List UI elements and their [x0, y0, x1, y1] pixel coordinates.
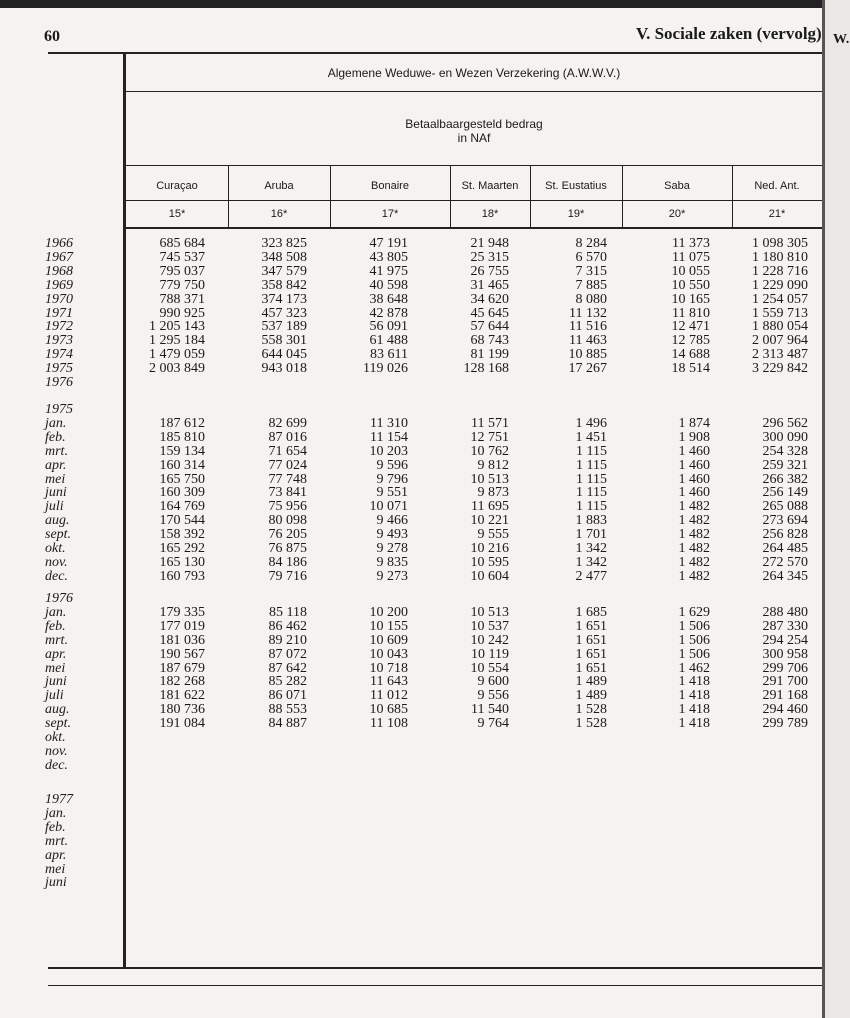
table-cell: 745 537: [159, 249, 205, 265]
table-cell: 182 268: [159, 674, 205, 690]
table-cell: 1 880 054: [752, 319, 808, 335]
table-cell: 7 885: [575, 277, 607, 293]
row-label: 1971: [45, 305, 73, 321]
group-year-label: 1977: [45, 792, 73, 807]
table-cell: 12 785: [671, 333, 710, 349]
table-cell: 10 885: [568, 347, 607, 363]
table-cell: 1 115: [576, 485, 607, 501]
table-cell: 1 496: [575, 415, 607, 431]
table-cell: 181 622: [159, 688, 205, 704]
scan-top-edge: [0, 0, 850, 8]
column-number: 18*: [481, 208, 499, 220]
table-cell: 21 948: [470, 236, 509, 251]
table-top-rule: [48, 52, 822, 54]
row-label: jan.: [45, 805, 67, 821]
table-cell: 1 228 716: [752, 263, 808, 279]
table-cell: 300 958: [762, 646, 808, 662]
row-label: juli: [45, 688, 64, 704]
row-label: feb.: [45, 429, 66, 445]
table-cell: 11 373: [672, 236, 710, 251]
table-cell: 1 180 810: [752, 249, 808, 265]
table-cell: 9 273: [376, 568, 408, 584]
table-cell: 160 314: [159, 457, 205, 473]
column-header: Bonaire: [371, 180, 409, 192]
table-cell: 11 643: [370, 674, 408, 690]
table-cell: 358 842: [261, 277, 307, 293]
table-cell: 10 055: [671, 263, 710, 279]
table-cell: 10 221: [470, 513, 509, 529]
row-label: dec.: [45, 568, 68, 584]
table-cell: 1 342: [575, 541, 607, 556]
table-cell: 291 168: [762, 688, 808, 704]
table-cell: 165 130: [159, 554, 205, 570]
column-header: Saba: [664, 180, 690, 192]
row-label: apr.: [45, 646, 67, 662]
table-cell: 86 071: [268, 688, 307, 704]
table-cell: 10 550: [671, 277, 710, 293]
column-number: 16*: [270, 208, 288, 220]
table-cell: 159 134: [159, 443, 205, 459]
table-cell: 7 315: [575, 263, 607, 279]
table-cell: 272 570: [762, 554, 808, 570]
table-cell: 56 091: [369, 319, 408, 335]
table-cell: 1 506: [678, 618, 710, 634]
table-cell: 82 699: [268, 415, 307, 431]
table-cell: 1 883: [575, 513, 607, 529]
table-cell: 9 278: [376, 541, 408, 556]
row-label: 1970: [45, 291, 73, 307]
table-cell: 273 694: [762, 513, 808, 529]
row-label: 1972: [45, 319, 73, 335]
table-cell: 119 026: [363, 361, 408, 377]
table-cell: 2 313 487: [752, 347, 808, 363]
table-cell: 83 611: [370, 347, 408, 363]
table-cell: 288 480: [762, 604, 808, 620]
row-label: okt.: [45, 730, 66, 745]
table-cell: 10 216: [470, 541, 509, 556]
table-cell: 80 098: [268, 513, 307, 529]
table-cell: 88 553: [268, 702, 307, 718]
header-bottom-rule: [126, 227, 822, 229]
table-cell: 1 460: [678, 485, 710, 501]
row-label: mei: [45, 660, 66, 676]
table-cell: 11 108: [370, 716, 408, 732]
table-cell: 87 642: [268, 660, 307, 676]
table-cell: 12 751: [470, 429, 509, 445]
table-cell: 10 119: [471, 646, 509, 662]
row-label: mei: [45, 861, 66, 877]
table-cell: 259 321: [762, 457, 808, 473]
table-cell: 165 292: [159, 541, 205, 556]
row-label: mrt.: [45, 833, 68, 849]
table-cell: 71 654: [268, 443, 307, 459]
row-label: sept.: [45, 527, 72, 543]
row-label: nov.: [45, 743, 68, 759]
table-cell: 9 764: [477, 716, 509, 732]
table-cell: 10 762: [470, 443, 509, 459]
table-cell: 9 796: [376, 471, 408, 487]
table-cell: 1 651: [575, 660, 607, 676]
table-cell: 42 878: [369, 305, 408, 321]
table-cell: 57 644: [470, 319, 509, 335]
table-cell: 185 810: [159, 429, 205, 445]
table-cell: 1 701: [575, 527, 607, 543]
row-label: mrt.: [45, 443, 68, 459]
table-cell: 6 570: [575, 249, 607, 265]
row-label: aug.: [45, 513, 70, 529]
table-cell: 9 556: [477, 688, 509, 704]
table-cell: 300 090: [762, 429, 808, 445]
row-label: sept.: [45, 716, 72, 732]
table-cell: 89 210: [268, 632, 307, 648]
table-cell: 1 229 090: [752, 277, 808, 293]
section-title: V. Sociale zaken (vervolg): [636, 24, 822, 43]
row-label: 1967: [45, 249, 73, 265]
table-cell: 10 685: [369, 702, 408, 718]
row-label: jan.: [45, 604, 67, 620]
row-label: nov.: [45, 554, 68, 570]
table-cell: 87 072: [268, 646, 307, 662]
table-cell: 17 267: [568, 361, 607, 377]
subtitle-rule: [126, 165, 822, 166]
table-cell: 1 418: [678, 702, 710, 718]
table-cell: 1 115: [576, 471, 607, 487]
table-cell: 1 451: [575, 429, 607, 445]
table-cell: 265 088: [762, 499, 808, 515]
table-cell: 788 371: [159, 291, 205, 307]
table-cell: 1 479 059: [149, 347, 205, 363]
table-cell: 187 612: [159, 415, 205, 431]
table-cell: 9 493: [376, 527, 408, 543]
table-cell: 76 205: [268, 527, 307, 543]
table-cell: 79 716: [268, 568, 307, 584]
table-cell: 254 328: [762, 443, 808, 459]
table-cell: 1 528: [575, 716, 607, 732]
table-cell: 10 537: [470, 618, 509, 634]
column-header: Ned. Ant.: [754, 180, 800, 192]
table-cell: 9 466: [376, 513, 408, 529]
table-cell: 256 828: [762, 527, 808, 543]
table-cell: 1 462: [678, 660, 710, 676]
row-label: apr.: [45, 457, 67, 473]
table-cell: 84 887: [268, 716, 307, 732]
table-cell: 457 323: [261, 305, 307, 321]
row-label: 1969: [45, 277, 73, 293]
table-cell: 61 488: [369, 333, 408, 349]
table-cell: 1 115: [576, 457, 607, 473]
table-cell: 296 562: [762, 415, 808, 431]
row-label: 1975: [45, 361, 73, 377]
table-cell: 9 596: [376, 457, 408, 473]
table-cell: 291 700: [762, 674, 808, 690]
table-cell: 11 695: [471, 499, 509, 515]
page-number: 60: [44, 28, 60, 45]
table-cell: 779 750: [159, 277, 205, 293]
row-label: okt.: [45, 541, 66, 556]
table-cell: 294 460: [762, 702, 808, 718]
table-cell: 10 203: [369, 443, 408, 459]
table-cell: 160 793: [159, 568, 205, 584]
table-cell: 11 571: [471, 415, 509, 431]
table-cell: 87 016: [268, 429, 307, 445]
table-cell: 3 229 842: [752, 361, 808, 377]
column-number: 21*: [768, 208, 786, 220]
table-cell: 10 513: [470, 604, 509, 620]
table-cell: 1 489: [575, 688, 607, 704]
table-cell: 14 688: [671, 347, 710, 363]
table-cell: 1 098 305: [752, 236, 808, 251]
table-cell: 323 825: [261, 236, 307, 251]
table-cell: 77 024: [268, 457, 307, 473]
table-cell: 9 551: [376, 485, 408, 501]
table-cell: 287 330: [762, 618, 808, 634]
table-cell: 1 460: [678, 471, 710, 487]
table-cell: 86 462: [268, 618, 307, 634]
table-cell: 1 874: [678, 415, 710, 431]
row-label: apr.: [45, 847, 67, 863]
table-cell: 1 482: [678, 513, 710, 529]
column-header: St. Eustatius: [545, 180, 607, 192]
row-label: aug.: [45, 702, 70, 718]
table-cell: 1 651: [575, 618, 607, 634]
table-cell: 10 554: [470, 660, 509, 676]
table-cell: 128 168: [463, 361, 509, 377]
table-cell: 190 567: [159, 646, 205, 662]
table-cell: 1 528: [575, 702, 607, 718]
table-cell: 9 812: [477, 457, 509, 473]
table-bottom-rule: [48, 967, 822, 969]
column-number: 15*: [168, 208, 186, 220]
table-cell: 299 789: [762, 716, 808, 732]
table-cell: 11 463: [569, 333, 607, 349]
table-cell: 1 482: [678, 499, 710, 515]
row-label: 1976: [45, 375, 73, 390]
column-header: Curaçao: [156, 180, 198, 192]
table-cell: 294 254: [762, 632, 808, 648]
table-cell: 11 132: [569, 305, 607, 321]
group-year-label: 1976: [45, 591, 73, 606]
row-label: juni: [45, 485, 67, 501]
table-cell: 10 242: [470, 632, 509, 648]
table-cell: 11 540: [471, 702, 509, 718]
table-cell: 11 810: [672, 305, 710, 321]
table-cell: 1 342: [575, 554, 607, 570]
table-cell: 11 075: [672, 249, 710, 265]
table-cell: 165 750: [159, 471, 205, 487]
table-subtitle: [126, 117, 822, 145]
table-cell: 11 012: [370, 688, 408, 704]
table-cell: 170 544: [159, 513, 205, 529]
adjacent-page-heading: W.: [833, 32, 850, 47]
row-label: juni: [45, 674, 67, 690]
row-label: dec.: [45, 757, 68, 773]
column-number: 20*: [668, 208, 686, 220]
table-cell: 180 736: [159, 702, 205, 718]
table-cell: 177 019: [159, 618, 205, 634]
table-cell: 1 418: [678, 716, 710, 732]
table-cell: 1 651: [575, 646, 607, 662]
table-cell: 1 482: [678, 554, 710, 570]
table-cell: 558 301: [261, 333, 307, 349]
table-cell: 1 295 184: [149, 333, 205, 349]
subtitle-line-2: in NAf: [457, 131, 491, 145]
row-label: juni: [45, 875, 67, 891]
table-cell: 1 482: [678, 527, 710, 543]
group-year-label: 1975: [45, 402, 73, 417]
table-cell: 10 718: [369, 660, 408, 676]
table-cell: 84 186: [268, 554, 307, 570]
table-cell: 12 471: [671, 319, 710, 335]
table-cell: 264 345: [762, 568, 808, 584]
table-cell: 2 003 849: [149, 361, 205, 377]
row-label: feb.: [45, 819, 66, 835]
column-number: 17*: [381, 208, 399, 220]
table-cell: 1 205 143: [149, 319, 205, 335]
table-cell: 45 645: [470, 305, 509, 321]
table-cell: 943 018: [261, 361, 307, 377]
table-cell: 77 748: [268, 471, 307, 487]
table-cell: 10 043: [369, 646, 408, 662]
adjacent-page-edge: [822, 0, 850, 1018]
table-cell: 8 284: [575, 236, 607, 251]
table-cell: 1 651: [575, 632, 607, 648]
table-cell: 10 155: [369, 618, 408, 634]
column-number: 19*: [567, 208, 585, 220]
table-cell: 1 685: [575, 604, 607, 620]
table-cell: 75 956: [268, 499, 307, 515]
row-label: mei: [45, 471, 66, 487]
table-cell: 76 875: [268, 541, 307, 556]
table-cell: 10 165: [671, 291, 710, 307]
table-cell: 1 418: [678, 674, 710, 690]
column-header: Aruba: [264, 180, 294, 192]
table-cell: 31 465: [470, 277, 509, 293]
subtitle-line-1: Betaalbaargesteld bedrag: [405, 117, 543, 131]
table-cell: 1 482: [678, 568, 710, 584]
table-cell: 160 309: [159, 485, 205, 501]
row-label: 1974: [45, 347, 73, 363]
table-cell: 158 392: [159, 527, 205, 543]
table-cell: 18 514: [671, 361, 710, 377]
table-cell: 1 908: [678, 429, 710, 445]
table-cell: 266 382: [762, 471, 808, 487]
table-title: Algemene Weduwe- en Wezen Verzekering (A.W.W.V.): [327, 66, 621, 80]
table-cell: 11 310: [370, 415, 408, 431]
table-cell: 299 706: [762, 660, 808, 676]
table-cell: 8 080: [575, 291, 607, 307]
table-cell: 256 149: [762, 485, 808, 501]
row-label: juli: [45, 499, 64, 515]
table-cell: 40 598: [369, 277, 408, 293]
table-cell: 10 609: [369, 632, 408, 648]
row-label: feb.: [45, 618, 66, 634]
table-cell: 1 460: [678, 443, 710, 459]
header-rule: [126, 200, 822, 201]
table-cell: 2 477: [575, 568, 607, 584]
table-cell: 191 084: [159, 716, 205, 732]
table-cell: 11 154: [370, 429, 408, 445]
table-cell: 685 684: [159, 236, 205, 251]
table-cell: 1 460: [678, 457, 710, 473]
table-cell: 1 418: [678, 688, 710, 704]
table-cell: 85 118: [269, 604, 307, 620]
table-cell: 68 743: [470, 333, 509, 349]
table-cell: 9 600: [477, 674, 509, 690]
table-cell: 1 482: [678, 541, 710, 556]
table-cell: 347 579: [261, 263, 307, 279]
table-cell: 34 620: [470, 291, 509, 307]
table-cell: 2 007 964: [752, 333, 808, 349]
table-cell: 1 506: [678, 646, 710, 662]
table-cell: 43 805: [369, 249, 408, 265]
table-cell: 164 769: [159, 499, 205, 515]
column-header: St. Maarten: [461, 180, 519, 192]
table-cell: 10 604: [470, 568, 509, 584]
row-label: jan.: [45, 415, 67, 431]
table-cell: 348 508: [261, 249, 307, 265]
table-cell: 1 115: [576, 443, 607, 459]
table-cell: 10 595: [470, 554, 509, 570]
table-cell: 41 975: [369, 263, 408, 279]
table-cell: 10 513: [470, 471, 509, 487]
table-cell: 1 254 057: [752, 291, 808, 307]
table-cell: 1 559 713: [752, 305, 808, 321]
table-cell: 537 189: [261, 319, 307, 335]
table-cell: 990 925: [159, 305, 205, 321]
table-cell: 47 191: [369, 236, 408, 251]
table-cell: 9 873: [477, 485, 509, 501]
row-label: 1973: [45, 333, 73, 349]
table-cell: 85 282: [268, 674, 307, 690]
table-cell: 179 335: [159, 604, 205, 620]
table-cell: 264 485: [762, 541, 808, 556]
row-label: 1968: [45, 263, 73, 279]
table-cell: 1 489: [575, 674, 607, 690]
table-cell: 1 115: [576, 499, 607, 515]
table-cell: 73 841: [268, 485, 307, 501]
table-cell: 1 506: [678, 632, 710, 648]
table-cell: 10 071: [369, 499, 408, 515]
table-cell: 9 835: [376, 554, 408, 570]
table-cell: 1 629: [678, 604, 710, 620]
row-label: 1966: [45, 236, 73, 251]
row-label: mrt.: [45, 632, 68, 648]
table-cell: 644 045: [261, 347, 307, 363]
table-cell: 38 648: [369, 291, 408, 307]
table-cell: 9 555: [477, 527, 509, 543]
table-cell: 81 199: [470, 347, 509, 363]
footnote-rule: [48, 985, 822, 986]
table-cell: 374 173: [261, 291, 307, 307]
table-cell: 10 200: [369, 604, 408, 620]
table-cell: 187 679: [159, 660, 205, 676]
table-cell: 795 037: [159, 263, 205, 279]
table-cell: 181 036: [159, 632, 205, 648]
table-cell: 26 755: [470, 263, 509, 279]
table-cell: 11 516: [569, 319, 607, 335]
title-rule: [126, 91, 822, 92]
table-cell: 25 315: [470, 249, 509, 265]
